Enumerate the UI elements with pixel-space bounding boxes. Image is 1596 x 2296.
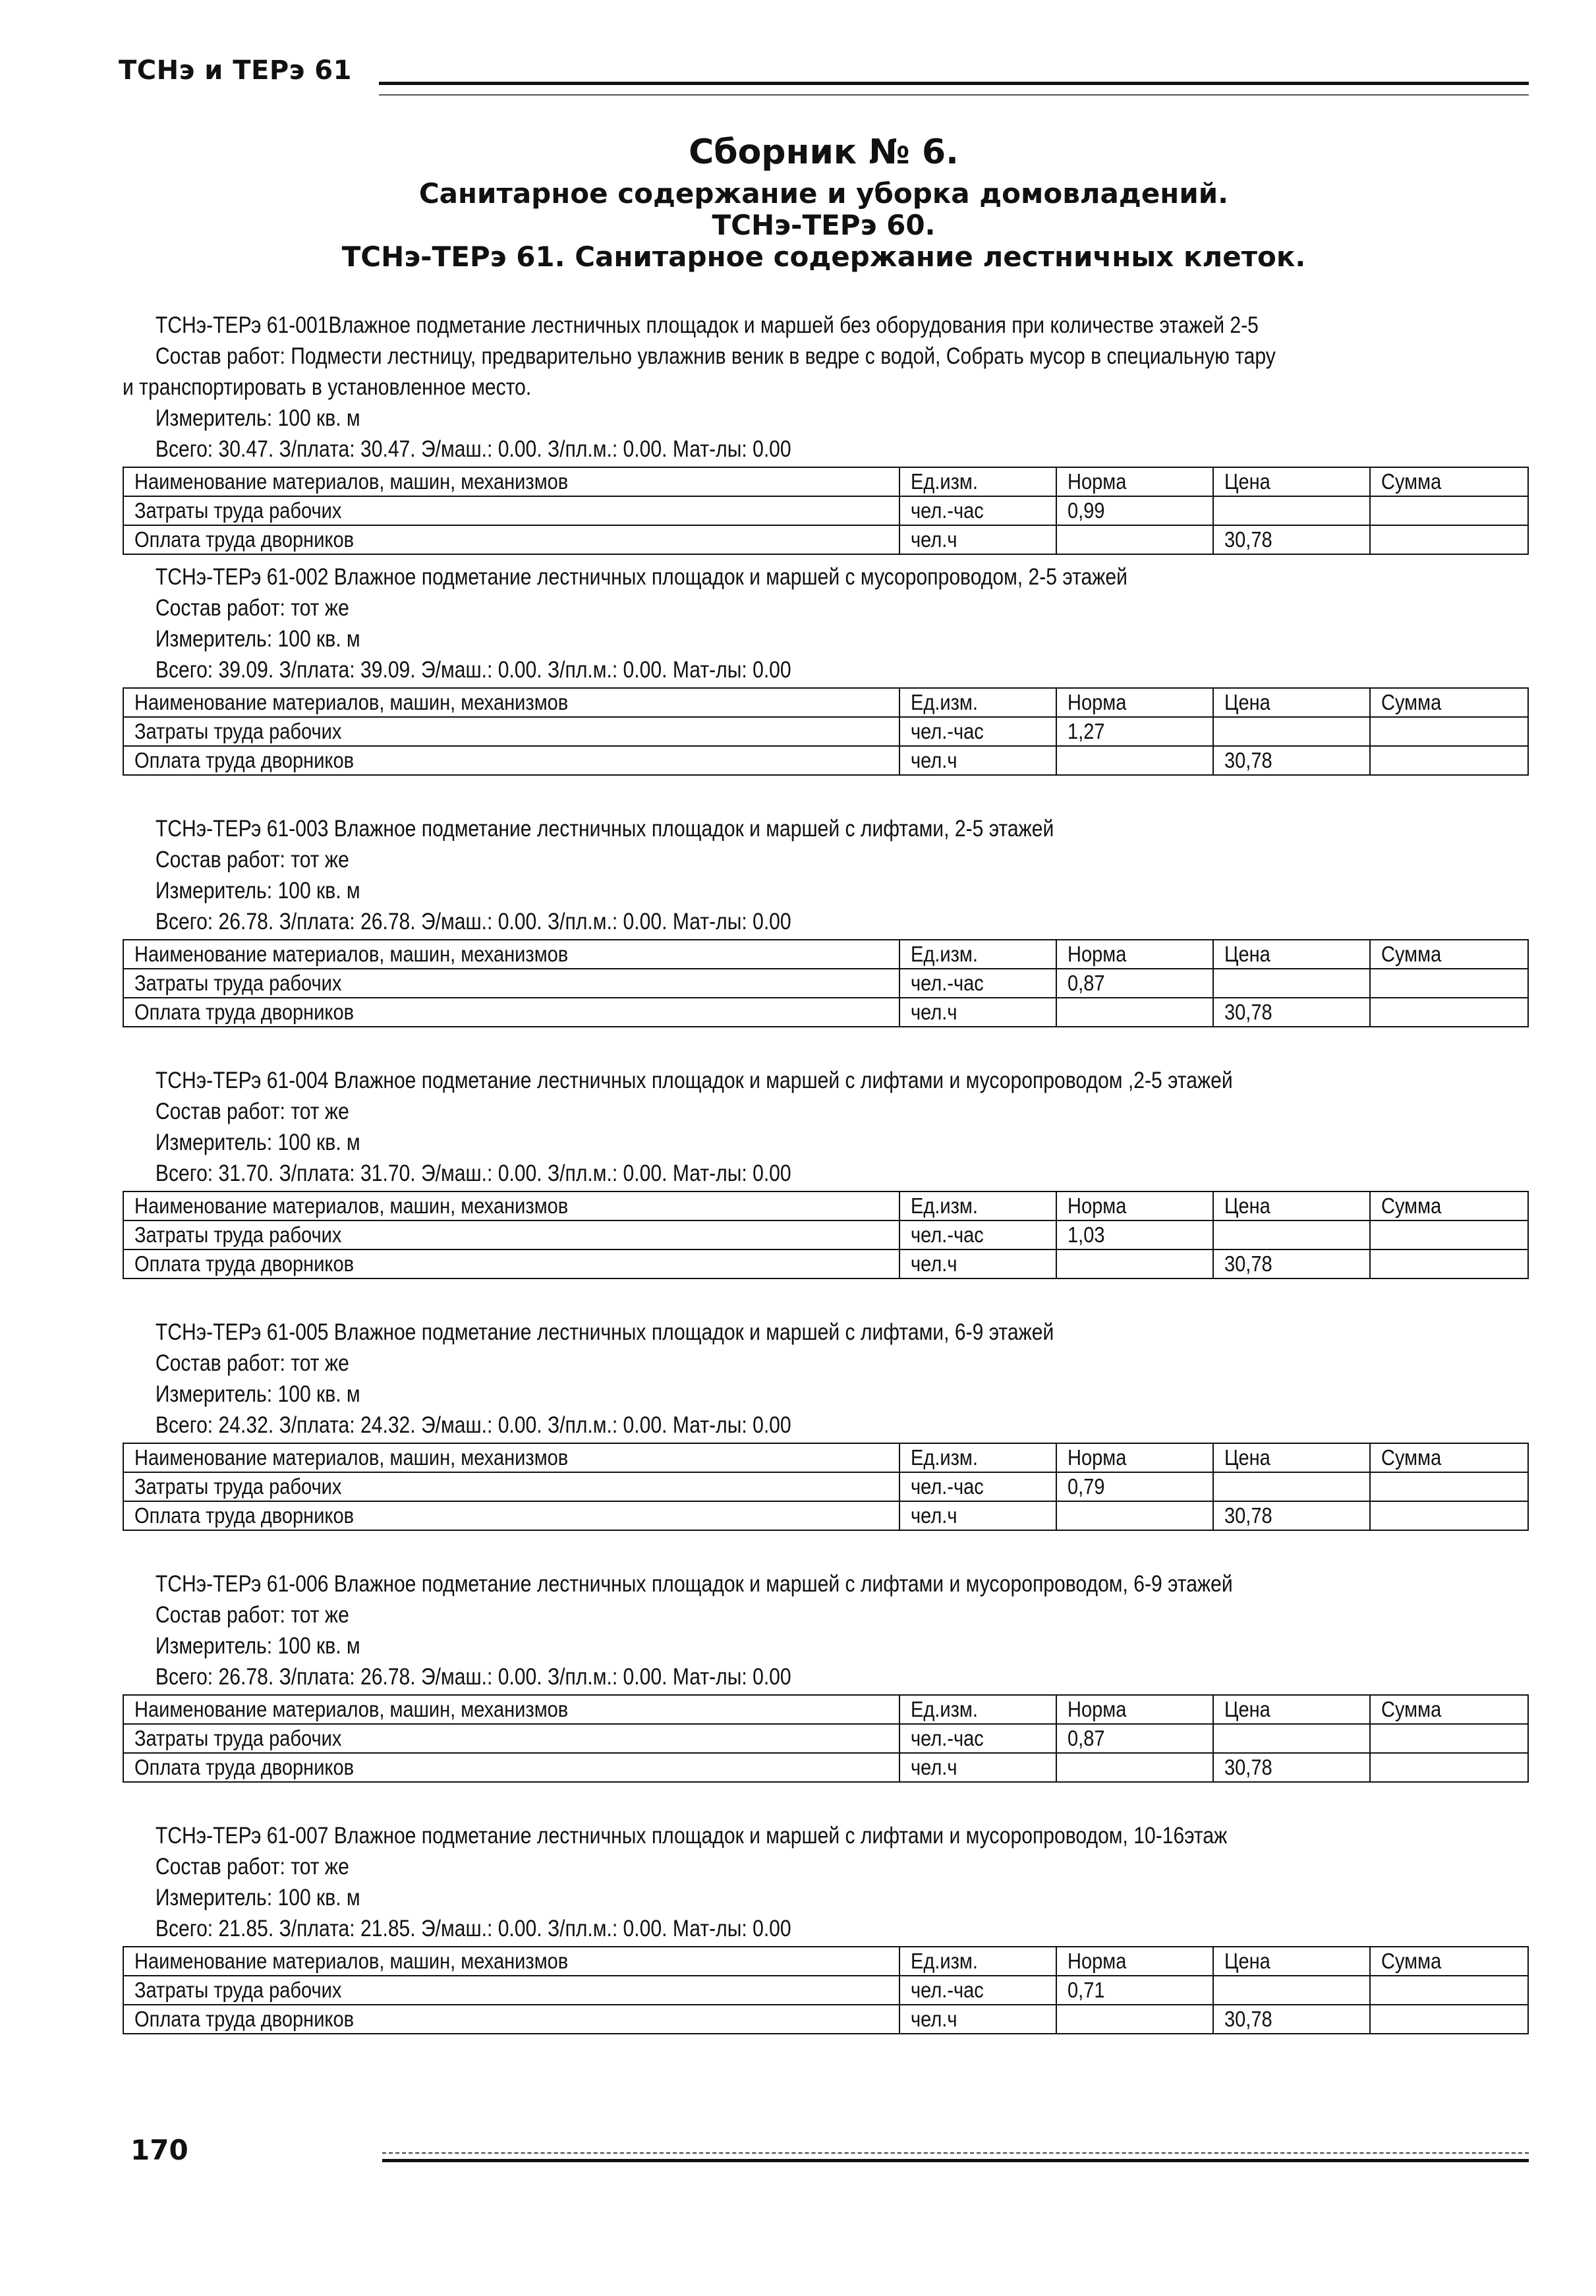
table-cell [123,1249,899,1278]
work-composition: Состав работ: тот же [155,1602,349,1628]
table-cell-text: 0,87 [1068,971,1105,995]
table-cell-text: 30,78 [1224,748,1272,772]
table-cell-text: чел.-час [911,719,984,743]
column-header [1370,1695,1528,1724]
norm-entry [123,1568,1529,1820]
entry-title: ТСНэ-ТЕРэ 61-003 Влажное подметание лестничных площадок и маршей с лифтами, 2-5 этажей [155,816,1054,842]
title-block [119,127,1529,273]
column-header [123,1443,899,1472]
table-cell-text: Затраты труда рабочих [134,719,342,743]
column-header [1213,1191,1370,1220]
table-cell [1370,1976,1528,2005]
table-cell-text: Затраты труда рабочих [134,498,342,523]
table-cell [1056,1472,1213,1501]
column-header-text: Сумма [1381,1949,1442,1973]
table-cell [1213,1220,1370,1249]
table-cell [1213,1753,1370,1782]
table-row [123,2005,1528,2034]
table-cell [1370,1753,1528,1782]
unit-meter: Измеритель: 100 кв. м [155,626,360,652]
norm-entry [123,561,1529,813]
table-cell-text: чел.-час [911,498,984,523]
table-cell [123,496,899,525]
column-header [1056,688,1213,717]
entry-title: ТСНэ-ТЕРэ 61-004 Влажное подметание лестничных площадок и маршей с лифтами и мусоропроводом ,2-5 этажей [155,1068,1233,1093]
table-cell [1056,1724,1213,1753]
cost-total: Всего: 24.32. З/плата: 24.32. Э/маш.: 0.00. З/пл.м.: 0.00. Мат-лы: 0.00 [155,1412,791,1438]
table-cell [1213,998,1370,1027]
cost-total: Всего: 26.78. З/плата: 26.78. Э/маш.: 0.00. З/пл.м.: 0.00. Мат-лы: 0.00 [155,909,791,934]
column-header [123,1947,899,1976]
table-cell-text: чел.ч [911,1503,957,1528]
column-header-text: Цена [1224,1445,1270,1470]
column-header-text: Наименование материалов, машин, механизмов [134,1193,569,1218]
table-cell-text: Оплата труда дворников [134,527,355,552]
table-row [123,1976,1528,2005]
entry-title: ТСНэ-ТЕРэ 61-006 Влажное подметание лестничных площадок и маршей с лифтами и мусоропроводом, 6-9 этажей [155,1571,1233,1597]
table-cell-text: чел.-час [911,1474,984,1499]
entry-title: ТСНэ-ТЕРэ 61-002 Влажное подметание лестничных площадок и маршей с мусоропроводом, 2-5 этажей [155,564,1127,590]
table-cell [899,1472,1056,1501]
column-header-text: Норма [1068,690,1127,714]
column-header-text: Цена [1224,690,1270,714]
table-cell-text: 0,71 [1068,1978,1105,2002]
table-cell [123,1501,899,1530]
table-cell-text: 0,99 [1068,498,1105,523]
column-header [1056,467,1213,496]
work-composition: Состав работ: тот же [155,1350,349,1376]
table-cell [123,969,899,998]
column-header-text: Сумма [1381,469,1442,494]
table-cell [1370,1724,1528,1753]
table-cell [899,2005,1056,2034]
table-cell [1056,998,1213,1027]
table-cell-text: Затраты труда рабочих [134,1726,342,1750]
column-header [1213,688,1370,717]
column-header [123,940,899,969]
header-rule [379,82,1529,96]
unit-meter: Измеритель: 100 кв. м [155,1885,360,1910]
table-cell [123,1220,899,1249]
table-cell [123,1976,899,2005]
table-cell [123,2005,899,2034]
table-cell [1370,1249,1528,1278]
column-header [1056,1947,1213,1976]
column-header [1056,1695,1213,1724]
column-header [1056,940,1213,969]
column-header-text: Цена [1224,469,1270,494]
table-cell-text: 1,03 [1068,1222,1105,1247]
table-cell [1056,2005,1213,2034]
column-header [899,1191,1056,1220]
table-cell [1213,2005,1370,2034]
table-cell-text: чел.ч [911,1251,957,1276]
norm-entry [123,813,1529,1065]
table-cell [1056,1976,1213,2005]
entry-title: ТСНэ-ТЕРэ 61-005 Влажное подметание лестничных площадок и маршей с лифтами, 6-9 этажей [155,1319,1054,1345]
column-header [899,688,1056,717]
table-cell-text: Оплата труда дворников [134,1000,355,1024]
subsection-title: ТСНэ-ТЕРэ 60. [712,209,936,241]
table-cell-text: чел.ч [911,527,957,552]
table-header-row [123,1947,1528,1976]
table-cell-text: Затраты труда рабочих [134,1474,342,1499]
column-header-text: Наименование материалов, машин, механизмов [134,1445,569,1470]
cost-total: Всего: 30.47. З/плата: 30.47. Э/маш.: 0.00. З/пл.м.: 0.00. Мат-лы: 0.00 [155,436,791,462]
footer-rule [382,2152,1529,2162]
table-cell [1056,1753,1213,1782]
column-header-text: Цена [1224,1193,1270,1218]
collection-title: Сборник № 6. [689,132,959,172]
work-composition: Состав работ: Подмести лестницу, предварительно увлажнив веник в ведре с водой, Собрать мусор в специальную тару [155,343,1276,369]
column-header-text: Сумма [1381,1445,1442,1470]
table-row [123,998,1528,1027]
table-cell [1056,525,1213,554]
column-header [1370,1947,1528,1976]
column-header [1370,1443,1528,1472]
column-header-text: Ед.изм. [911,690,978,714]
table-cell [1370,717,1528,746]
table-cell-text: Затраты труда рабочих [134,1978,342,2002]
column-header-text: Сумма [1381,690,1442,714]
table-cell [1370,998,1528,1027]
column-header [899,940,1056,969]
column-header-text: Наименование материалов, машин, механизмов [134,1697,569,1721]
column-header-text: Норма [1068,1697,1127,1721]
column-header-text: Сумма [1381,942,1442,966]
table-cell-text: 30,78 [1224,527,1272,552]
page-number: 170 [130,2134,188,2166]
table-cell-text: 0,87 [1068,1726,1105,1750]
table-cell [899,746,1056,775]
table-cell-text: Оплата труда дворников [134,1503,355,1528]
table-cell-text: 30,78 [1224,1251,1272,1276]
table-cell [1213,1472,1370,1501]
column-header [123,1695,899,1724]
chapter-title: ТСНэ-ТЕРэ 61. Санитарное содержание лестничных клеток. [341,241,1306,273]
cost-total: Всего: 39.09. З/плата: 39.09. Э/маш.: 0.00. З/пл.м.: 0.00. Мат-лы: 0.00 [155,657,791,683]
table-header-row [123,467,1528,496]
table-row [123,1249,1528,1278]
column-header [1213,1947,1370,1976]
table-cell [123,1724,899,1753]
unit-meter: Измеритель: 100 кв. м [155,1633,360,1659]
table-cell [899,717,1056,746]
table-cell [1056,1220,1213,1249]
norm-entry [123,1317,1529,1568]
table-cell [1213,746,1370,775]
table-cell [123,998,899,1027]
table-cell [1370,525,1528,554]
resources-table [123,1191,1529,1279]
table-header-row [123,1443,1528,1472]
table-cell-text: Оплата труда дворников [134,1251,355,1276]
table-cell [1056,1501,1213,1530]
table-cell-text: чел.-час [911,1726,984,1750]
column-header [899,1443,1056,1472]
table-cell-text: чел.ч [911,2007,957,2031]
column-header-text: Сумма [1381,1697,1442,1721]
table-row [123,717,1528,746]
column-header-text: Ед.изм. [911,942,978,966]
work-composition: Состав работ: тот же [155,847,349,873]
table-cell [899,1753,1056,1782]
table-cell [1370,1220,1528,1249]
column-header [1370,467,1528,496]
table-cell-text: 30,78 [1224,2007,1272,2031]
table-row [123,1220,1528,1249]
table-cell-text: 30,78 [1224,1503,1272,1528]
column-header-text: Норма [1068,1949,1127,1973]
column-header [123,688,899,717]
resources-table [123,687,1529,776]
column-header-text: Норма [1068,1193,1127,1218]
table-row [123,525,1528,554]
table-cell [1056,496,1213,525]
unit-meter: Измеритель: 100 кв. м [155,1130,360,1155]
table-cell [899,1249,1056,1278]
table-cell [1370,496,1528,525]
table-cell [1213,525,1370,554]
table-cell [1370,2005,1528,2034]
table-cell [1056,746,1213,775]
column-header-text: Сумма [1381,1193,1442,1218]
table-row [123,1753,1528,1782]
table-row [123,969,1528,998]
norm-entry [123,1820,1529,2072]
running-header [119,55,1529,108]
table-row [123,1472,1528,1501]
table-row [123,746,1528,775]
table-cell [1370,746,1528,775]
table-cell [899,1501,1056,1530]
table-cell [1213,1501,1370,1530]
unit-meter: Измеритель: 100 кв. м [155,405,360,431]
resources-table [123,1946,1529,2034]
table-cell-text: чел.-час [911,1978,984,2002]
table-cell-text: Затраты труда рабочих [134,971,342,995]
cost-total: Всего: 21.85. З/плата: 21.85. Э/маш.: 0.00. З/пл.м.: 0.00. Мат-лы: 0.00 [155,1916,791,1941]
column-header [1213,1695,1370,1724]
column-header [1370,1191,1528,1220]
table-cell [1213,1976,1370,2005]
table-cell [123,746,899,775]
work-composition: Состав работ: тот же [155,1854,349,1880]
table-cell [899,969,1056,998]
table-cell-text: 30,78 [1224,1000,1272,1024]
table-cell [1213,1249,1370,1278]
column-header [1213,940,1370,969]
norm-entry [123,1065,1529,1317]
resources-table [123,1694,1529,1783]
resources-table [123,939,1529,1027]
column-header [899,467,1056,496]
entry-title: ТСНэ-ТЕРэ 61-007 Влажное подметание лестничных площадок и маршей с лифтами и мусоропроводом, 10-16этаж [155,1823,1228,1849]
table-cell-text: 1,27 [1068,719,1105,743]
entries-list [123,310,1529,2072]
column-header [1370,940,1528,969]
column-header-text: Цена [1224,942,1270,966]
column-header-text: Цена [1224,1697,1270,1721]
table-cell-text: чел.ч [911,1755,957,1779]
column-header [1213,1443,1370,1472]
entry-title: ТСНэ-ТЕРэ 61-001Влажное подметание лестничных площадок и маршей без оборудования при количестве этажей 2-5 [155,312,1259,338]
table-header-row [123,688,1528,717]
column-header-text: Цена [1224,1949,1270,1973]
table-cell [899,1976,1056,2005]
table-cell-text: чел.ч [911,748,957,772]
table-cell [123,717,899,746]
column-header-text: Наименование материалов, машин, механизмов [134,469,569,494]
column-header-text: Ед.изм. [911,1949,978,1973]
table-cell-text: чел.-час [911,971,984,995]
column-header-text: Норма [1068,942,1127,966]
table-cell [123,1472,899,1501]
table-cell [1213,969,1370,998]
resources-table [123,467,1529,555]
column-header [123,1191,899,1220]
work-composition: Состав работ: тот же [155,595,349,621]
table-cell [899,525,1056,554]
section-title: Санитарное содержание и уборка домовладений. [418,177,1229,210]
resources-table [123,1443,1529,1531]
column-header-text: Наименование материалов, машин, механизмов [134,1949,569,1973]
column-header [899,1695,1056,1724]
table-header-row [123,1695,1528,1724]
table-cell [899,496,1056,525]
table-cell [899,998,1056,1027]
column-header-text: Наименование материалов, машин, механизмов [134,942,569,966]
column-header-text: Норма [1068,1445,1127,1470]
table-cell [1213,1724,1370,1753]
table-cell [1370,1472,1528,1501]
table-cell [899,1220,1056,1249]
table-cell [1056,1249,1213,1278]
column-header [899,1947,1056,1976]
column-header-text: Норма [1068,469,1127,494]
table-cell [1370,1501,1528,1530]
table-cell-text: Затраты труда рабочих [134,1222,342,1247]
norm-entry [123,310,1529,561]
column-header [1056,1443,1213,1472]
table-row [123,496,1528,525]
column-header [1370,688,1528,717]
table-cell [123,525,899,554]
column-header-text: Наименование материалов, машин, механизмов [134,690,569,714]
table-cell [123,1753,899,1782]
table-cell [899,1724,1056,1753]
table-cell-text: 30,78 [1224,1755,1272,1779]
column-header-text: Ед.изм. [911,1445,978,1470]
unit-meter: Измеритель: 100 кв. м [155,878,360,904]
table-header-row [123,1191,1528,1220]
table-cell-text: чел.-час [911,1222,984,1247]
table-cell [1213,717,1370,746]
table-cell-text: Оплата труда дворников [134,1755,355,1779]
cost-total: Всего: 26.78. З/плата: 26.78. Э/маш.: 0.00. З/пл.м.: 0.00. Мат-лы: 0.00 [155,1664,791,1690]
column-header [1213,467,1370,496]
column-header-text: Ед.изм. [911,1193,978,1218]
table-cell [1056,717,1213,746]
table-cell [1056,969,1213,998]
column-header [1056,1191,1213,1220]
column-header-text: Ед.изм. [911,469,978,494]
table-header-row [123,940,1528,969]
table-cell-text: Оплата труда дворников [134,748,355,772]
column-header-text: Ед.изм. [911,1697,978,1721]
table-cell-text: 0,79 [1068,1474,1105,1499]
table-cell-text: чел.ч [911,1000,957,1024]
work-composition: Состав работ: тот же [155,1099,349,1124]
work-composition-cont: и транспортировать в установленное место. [123,374,532,400]
table-cell [1370,969,1528,998]
column-header [123,467,899,496]
table-row [123,1501,1528,1530]
table-cell-text: Оплата труда дворников [134,2007,355,2031]
running-title: ТСНэ и ТЕРэ 61 [119,55,352,86]
unit-meter: Измеритель: 100 кв. м [155,1381,360,1407]
cost-total: Всего: 31.70. З/плата: 31.70. Э/маш.: 0.00. З/пл.м.: 0.00. Мат-лы: 0.00 [155,1161,791,1186]
table-cell [1213,496,1370,525]
table-row [123,1724,1528,1753]
